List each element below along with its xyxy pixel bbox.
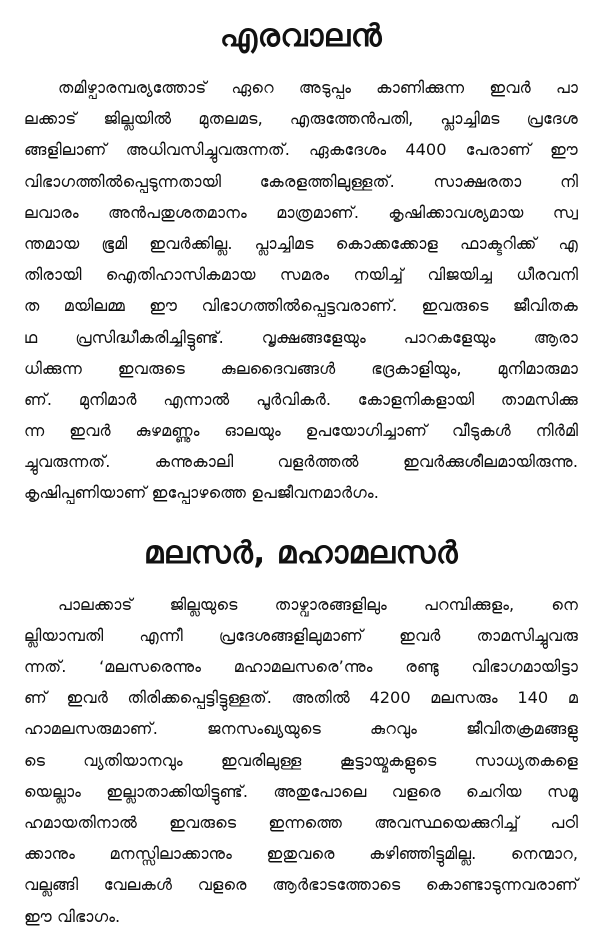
text-line: തമിഴ്പാരമ്പര്യത്തോട് ഏറെ അടുപ്പം കാണിക്കുന്ന ഇവർ പാ [58,78,578,97]
text-line: ധിക്കുന്ന ഇവരുടെ കുലദൈവങ്ങൾ ഭദ്രകാളിയും, മുനിമാരുമാ [24,358,578,378]
text-line: ത മയിലമ്മ ഈ വിഭാഗത്തിൽപ്പെട്ടവരാണ്. ഇവരുടെ ജീവിതക [24,296,578,316]
text-line: വല്ലങ്ങി വേലകൾ വളരെ ആർഭാടത്തോടെ കൊണ്ടാടുന്നവരാണ് [24,875,578,895]
text-line: ഹമായതിനാൽ ഇവരുടെ ഇന്നത്തെ അവസ്ഥയെക്കുറിച്ച് പഠി [24,812,578,832]
text-line: തിരായി ഐതിഹാസികമായ സമരം നയിച്ച് വിജയിച്ച ധീരവനി [24,265,578,285]
text-line: ണ്. മുനിമാർ എന്നാൽ പൂർവികർ. കോളനികളായി താമസിക്കു [24,389,578,409]
text-line: ലവാരം അൻപതുശതമാനം മാത്രമാണ്. കൃഷിക്കാവശ്യമായ സ്വ [24,202,578,222]
text-line: വിഭാഗത്തിൽപ്പെടുന്നതായി കേരളത്തിലുള്ളത്. സാക്ഷരതാ നി [24,171,578,191]
text-line: യെല്ലാം ഇല്ലാതാക്കിയിട്ടുണ്ട്. അതുപോലെ വളരെ ചെറിയ സമൂ [24,781,578,801]
text-line: കൃഷിപ്പണിയാണ് ഇപ്പോഴത്തെ ഉപജീവനമാർഗം. [24,483,379,503]
section-heading-malasar: മലസർ, മഹാമലസർ [143,534,459,571]
section-heading-eravalan: എരവാലൻ [219,18,383,54]
section-paragraph-eravalan [24,72,578,509]
text-line: ല്ലിയാമ്പതി എന്നീ പ്രദേശങ്ങളിലുമാണ് ഇവർ താമസിച്ചുവരു [24,625,578,645]
text-line: ങ്ങളിലാണ് അധിവസിച്ചുവരുന്നത്. ഏകദേശം 4400 പേരാണ് ഈ [24,140,578,160]
text-line: ഹാമലസരുമാണ്. ജനസംഖ്യയുടെ കുറവും ജീവിതക്രമങ്ങളു [24,719,578,739]
text-line: ന്ന ഇവർ കുഴമണ്ണും ഓലയും ഉപയോഗിച്ചാണ് വീടുകൾ നിർമി [24,421,578,441]
text-line: ഥ പ്രസിദ്ധീകരിച്ചിട്ടുണ്ട്. വൃക്ഷങ്ങളേയും പാറകളേയും ആരാ [24,327,578,347]
section-paragraph-malasar [24,589,578,932]
text-line: ഈ വിഭാഗം. [24,906,121,926]
text-line: ച്ചുവരുന്നത്. കന്നുകാലി വളർത്തൽ ഇവർക്കുശീലമായിരുന്നു. [24,452,578,472]
text-line: ലക്കാട് ജില്ലയിൽ മുതലമട, എരുത്തേൻപതി, പ്ലാച്ചിമട പ്രദേശ [24,109,578,129]
text-line: ക്കാനും മനസ്സിലാക്കാനും ഇതുവരെ കഴിഞ്ഞിട്ടുമില്ല. നെന്മാറ, [24,844,578,864]
text-line: ന്തമായ ഭൂമി ഇവർക്കില്ല. പ്ലാച്ചിമട കൊക്കക്കോള ഫാക്ടറിക്ക് എ [24,233,578,253]
text-line: പാലക്കാട് ജില്ലയുടെ താഴ്വാരങ്ങളിലും പറമ്പിക്കുളം, നെ [58,594,578,614]
text-line: ന്നത്. ‘മലസരെന്നും മഹാമലസരെ’ന്നും രണ്ടു വിഭാഗമായിട്ടാ [24,657,578,676]
text-line: ടെ വ്യതിയാനവും ഇവരിലുള്ള കൂട്ടായ്മകളുടെ സാധ്യതകളെ [24,750,578,770]
text-line: ണ് ഇവർ തിരിക്കപ്പെട്ടിട്ടുള്ളത്. അതിൽ 4200 മലസരും 140 മ [24,688,578,708]
